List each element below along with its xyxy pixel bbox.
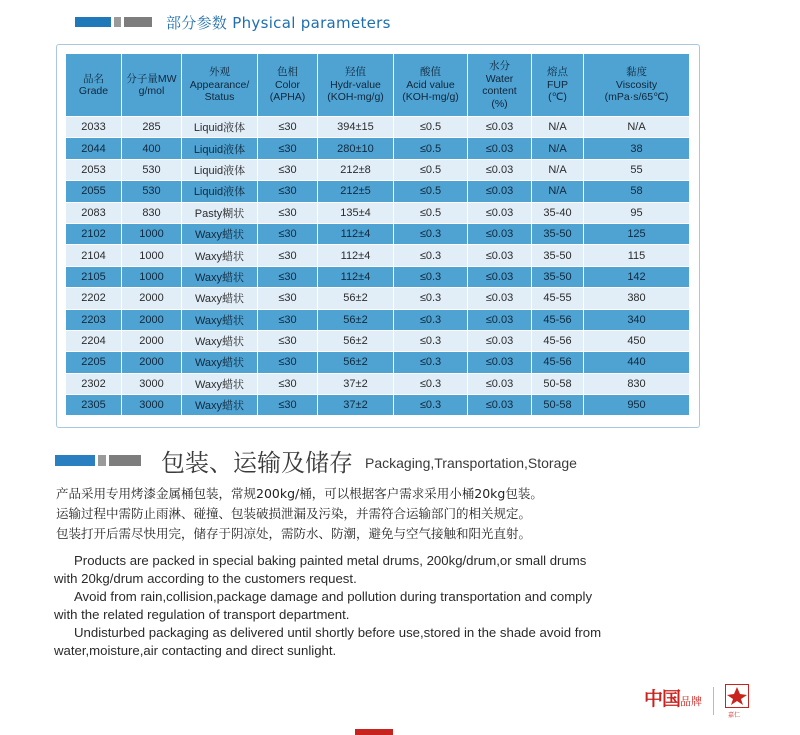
table-cell: ≤0.03 xyxy=(468,181,532,202)
packaging-title-zh: 包装、运输及储存 xyxy=(161,448,353,477)
table-row xyxy=(66,352,690,373)
table-cell: ≤0.03 xyxy=(468,330,532,351)
table-cell: N/A xyxy=(584,117,690,138)
column-header-line: 熔点 xyxy=(547,66,568,79)
column-header xyxy=(258,54,318,117)
table-cell: ≤0.03 xyxy=(468,352,532,373)
table-cell: 2000 xyxy=(122,309,182,330)
table-cell: 1000 xyxy=(122,223,182,244)
table-cell: ≤0.3 xyxy=(394,373,468,394)
table-cell: Waxy蜡状 xyxy=(182,373,258,394)
table-cell: N/A xyxy=(532,159,584,180)
table-cell: 112±4 xyxy=(318,266,394,287)
logo-divider xyxy=(713,687,714,715)
table-cell: Waxy蜡状 xyxy=(182,309,258,330)
table-cell: 2104 xyxy=(66,245,122,266)
company-logo-text: 嘉仁 xyxy=(728,712,741,719)
company-logo-icon xyxy=(725,684,749,708)
zh-line: 包装打开后需尽快用完，储存于阴凉处，需防水、防潮，避免与空气接触和阳光直射。 xyxy=(56,526,532,541)
table-cell: ≤0.03 xyxy=(468,395,532,416)
table-cell: N/A xyxy=(532,181,584,202)
table-row xyxy=(66,181,690,202)
column-header-line: 黏度 xyxy=(626,66,647,79)
column-header-line: (℃) xyxy=(548,91,567,104)
table-cell: 950 xyxy=(584,395,690,416)
table-cell: ≤30 xyxy=(258,309,318,330)
en-line: Products are packed in special baking painted metal drums, 200kg/drum,or small drums xyxy=(74,553,587,568)
table-cell: Waxy蜡状 xyxy=(182,266,258,287)
column-header-line: Water xyxy=(485,72,514,85)
table-cell: 3000 xyxy=(122,395,182,416)
table-cell: Waxy蜡状 xyxy=(182,245,258,266)
header-bars xyxy=(75,17,152,27)
column-header xyxy=(394,54,468,117)
table-cell: ≤0.03 xyxy=(468,202,532,223)
column-header-line: Viscosity xyxy=(615,78,658,91)
table-cell: ≤0.03 xyxy=(468,223,532,244)
column-header xyxy=(468,54,532,117)
page-tab-marker xyxy=(355,729,393,735)
column-header-line: Acid value xyxy=(406,78,455,91)
table-cell: Liquid液体 xyxy=(182,159,258,180)
table-cell: 2202 xyxy=(66,288,122,309)
table-cell: Waxy蜡状 xyxy=(182,288,258,309)
table-cell: ≤30 xyxy=(258,395,318,416)
china-brand-logo xyxy=(644,684,710,724)
table-cell: 440 xyxy=(584,352,690,373)
table-cell: 56±2 xyxy=(318,309,394,330)
column-header-line: 水分 xyxy=(489,60,510,72)
company-logo xyxy=(720,684,754,720)
table-cell: 212±5 xyxy=(318,181,394,202)
parameters-table xyxy=(65,53,690,416)
table-cell: ≤0.03 xyxy=(468,373,532,394)
column-header-line: (mPa·s/65℃) xyxy=(604,91,669,104)
table-cell: Waxy蜡状 xyxy=(182,352,258,373)
table-cell: ≤0.03 xyxy=(468,159,532,180)
section-header-parameters xyxy=(75,10,391,34)
table-cell: Liquid液体 xyxy=(182,138,258,159)
column-header-line: content xyxy=(482,85,517,97)
table-cell: 45-56 xyxy=(532,352,584,373)
table-cell: ≤0.03 xyxy=(468,309,532,330)
table-cell: 135±4 xyxy=(318,202,394,223)
column-header-line: 色相 xyxy=(277,66,298,79)
column-header-line: Status xyxy=(204,91,235,104)
table-row xyxy=(66,395,690,416)
table-cell: 2205 xyxy=(66,352,122,373)
column-header-line: FUP xyxy=(547,78,568,91)
table-cell: 2302 xyxy=(66,373,122,394)
column-header xyxy=(584,54,690,117)
table-cell: 115 xyxy=(584,245,690,266)
table-cell: 2083 xyxy=(66,202,122,223)
table-cell: ≤30 xyxy=(258,352,318,373)
packaging-text-zh xyxy=(56,484,736,544)
table-cell: ≤0.03 xyxy=(468,138,532,159)
table-cell: ≤0.3 xyxy=(394,330,468,351)
table-cell: 45-56 xyxy=(532,309,584,330)
table-cell: 830 xyxy=(122,202,182,223)
table-cell: ≤30 xyxy=(258,223,318,244)
table-cell: N/A xyxy=(532,117,584,138)
table-row xyxy=(66,266,690,287)
column-header-line: (APHA) xyxy=(269,91,306,104)
zh-line: 产品采用专用烤漆金属桶包装，常规200kg/桶，可以根据客户需求采用小桶20kg包装。 xyxy=(56,486,543,501)
table-cell: 95 xyxy=(584,202,690,223)
column-header-line: 羟值 xyxy=(345,66,366,79)
table-cell: 56±2 xyxy=(318,352,394,373)
column-header xyxy=(122,54,182,117)
brand-text: 品牌 xyxy=(680,695,703,708)
en-line: water,moisture,air contacting and direct sunlight. xyxy=(54,643,337,658)
table-cell: ≤30 xyxy=(258,117,318,138)
table-cell: ≤0.3 xyxy=(394,395,468,416)
table-row xyxy=(66,117,690,138)
table-cell: 2033 xyxy=(66,117,122,138)
column-header-line: Grade xyxy=(78,85,109,97)
table-cell: ≤30 xyxy=(258,138,318,159)
table-cell: 400 xyxy=(122,138,182,159)
table-cell: 380 xyxy=(584,288,690,309)
column-header-line: (KOH-mg/g) xyxy=(327,91,384,104)
table-cell: ≤0.3 xyxy=(394,223,468,244)
table-cell: 2102 xyxy=(66,223,122,244)
table-cell: ≤30 xyxy=(258,159,318,180)
table-cell: ≤30 xyxy=(258,181,318,202)
table-cell: 450 xyxy=(584,330,690,351)
table-cell: ≤0.03 xyxy=(468,288,532,309)
table-cell: 2204 xyxy=(66,330,122,351)
table-cell: ≤0.3 xyxy=(394,266,468,287)
table-cell: 35-40 xyxy=(532,202,584,223)
table-cell: 35-50 xyxy=(532,266,584,287)
header-bars xyxy=(55,455,141,466)
table-cell: N/A xyxy=(532,138,584,159)
table-cell: 2053 xyxy=(66,159,122,180)
en-line: with 20kg/drum according to the customers request. xyxy=(54,571,357,586)
table-cell: ≤0.3 xyxy=(394,352,468,373)
packaging-text-en xyxy=(54,552,754,660)
table-cell: ≤30 xyxy=(258,373,318,394)
table-cell: 125 xyxy=(584,223,690,244)
column-header-line: g/mol xyxy=(138,85,165,97)
table-row xyxy=(66,309,690,330)
table-row xyxy=(66,202,690,223)
table-cell: 56±2 xyxy=(318,330,394,351)
table-cell: 56±2 xyxy=(318,288,394,309)
table-cell: 45-56 xyxy=(532,330,584,351)
table-cell: ≤30 xyxy=(258,202,318,223)
column-header-line: Color xyxy=(274,78,301,91)
column-header-line: (KOH-mg/g) xyxy=(402,91,459,104)
packaging-title-en: Packaging,Transportation,Storage xyxy=(365,455,577,471)
table-cell: 1000 xyxy=(122,245,182,266)
table-cell: 112±4 xyxy=(318,245,394,266)
table-cell: ≤0.5 xyxy=(394,117,468,138)
table-row xyxy=(66,373,690,394)
table-cell: 37±2 xyxy=(318,373,394,394)
table-cell: 2305 xyxy=(66,395,122,416)
column-header xyxy=(318,54,394,117)
table-cell: ≤0.3 xyxy=(394,245,468,266)
section-title: 部分参数 Physical parameters xyxy=(166,13,391,32)
table-cell: 2000 xyxy=(122,288,182,309)
en-line: with the related regulation of transport department. xyxy=(54,607,350,622)
table-cell: 58 xyxy=(584,181,690,202)
table-cell: ≤30 xyxy=(258,266,318,287)
column-header xyxy=(66,54,122,117)
table-cell: 37±2 xyxy=(318,395,394,416)
table-cell: 2044 xyxy=(66,138,122,159)
column-header-line: 外观 xyxy=(209,66,230,79)
table-row xyxy=(66,245,690,266)
table-cell: Waxy蜡状 xyxy=(182,395,258,416)
table-cell: 394±15 xyxy=(318,117,394,138)
column-header-line: 品名 xyxy=(83,72,104,85)
column-header-line: (%) xyxy=(491,97,508,110)
table-cell: 2203 xyxy=(66,309,122,330)
table-cell: 2105 xyxy=(66,266,122,287)
table-cell: 35-50 xyxy=(532,245,584,266)
table-cell: 2000 xyxy=(122,330,182,351)
table-cell: 530 xyxy=(122,181,182,202)
table-header-row xyxy=(66,54,690,117)
table-cell: Pasty糊状 xyxy=(182,202,258,223)
table-row xyxy=(66,138,690,159)
zh-line: 运输过程中需防止雨淋、碰撞、包装破损泄漏及污染，并需符合运输部门的相关规定。 xyxy=(56,506,532,521)
table-cell: 45-55 xyxy=(532,288,584,309)
table-row xyxy=(66,159,690,180)
table-cell: Waxy蜡状 xyxy=(182,223,258,244)
table-cell: Waxy蜡状 xyxy=(182,330,258,351)
table-cell: 280±10 xyxy=(318,138,394,159)
en-line: Undisturbed packaging as delivered until shortly before use,stored in the shade avoid from xyxy=(74,625,602,640)
column-header xyxy=(182,54,258,117)
table-cell: 530 xyxy=(122,159,182,180)
table-cell: 212±8 xyxy=(318,159,394,180)
table-cell: 50-58 xyxy=(532,373,584,394)
table-cell: 35-50 xyxy=(532,223,584,244)
table-cell: 142 xyxy=(584,266,690,287)
table-cell: 2055 xyxy=(66,181,122,202)
table-cell: 55 xyxy=(584,159,690,180)
table-cell: ≤30 xyxy=(258,245,318,266)
table-body xyxy=(66,117,690,416)
table-cell: ≤30 xyxy=(258,288,318,309)
table-cell: Liquid液体 xyxy=(182,181,258,202)
table-cell: ≤0.3 xyxy=(394,309,468,330)
table-cell: ≤30 xyxy=(258,330,318,351)
table-cell: 285 xyxy=(122,117,182,138)
brand-mark: 中国 xyxy=(644,688,681,710)
table-cell: ≤0.03 xyxy=(468,245,532,266)
table-cell: Liquid液体 xyxy=(182,117,258,138)
table-cell: ≤0.5 xyxy=(394,202,468,223)
table-row xyxy=(66,223,690,244)
table-cell: 38 xyxy=(584,138,690,159)
table-cell: ≤0.5 xyxy=(394,138,468,159)
column-header xyxy=(532,54,584,117)
table-cell: ≤0.3 xyxy=(394,288,468,309)
table-cell: 112±4 xyxy=(318,223,394,244)
column-header-line: Hydr-value xyxy=(330,78,381,91)
table-row xyxy=(66,288,690,309)
table-cell: ≤0.5 xyxy=(394,181,468,202)
column-header-line: 分子量MW xyxy=(126,72,177,85)
table-row xyxy=(66,330,690,351)
table-cell: ≤0.03 xyxy=(468,266,532,287)
table-cell: ≤0.03 xyxy=(468,117,532,138)
table-cell: 340 xyxy=(584,309,690,330)
table-cell: 3000 xyxy=(122,373,182,394)
en-line: Avoid from rain,collision,package damage and pollution during transportation and comply xyxy=(74,589,593,604)
table-cell: 1000 xyxy=(122,266,182,287)
table-cell: 830 xyxy=(584,373,690,394)
table-cell: ≤0.5 xyxy=(394,159,468,180)
table-cell: 50-58 xyxy=(532,395,584,416)
column-header-line: Appearance/ xyxy=(189,78,250,91)
column-header-line: 酸值 xyxy=(420,66,441,79)
table-cell: 2000 xyxy=(122,352,182,373)
section-header-packaging xyxy=(55,444,577,476)
